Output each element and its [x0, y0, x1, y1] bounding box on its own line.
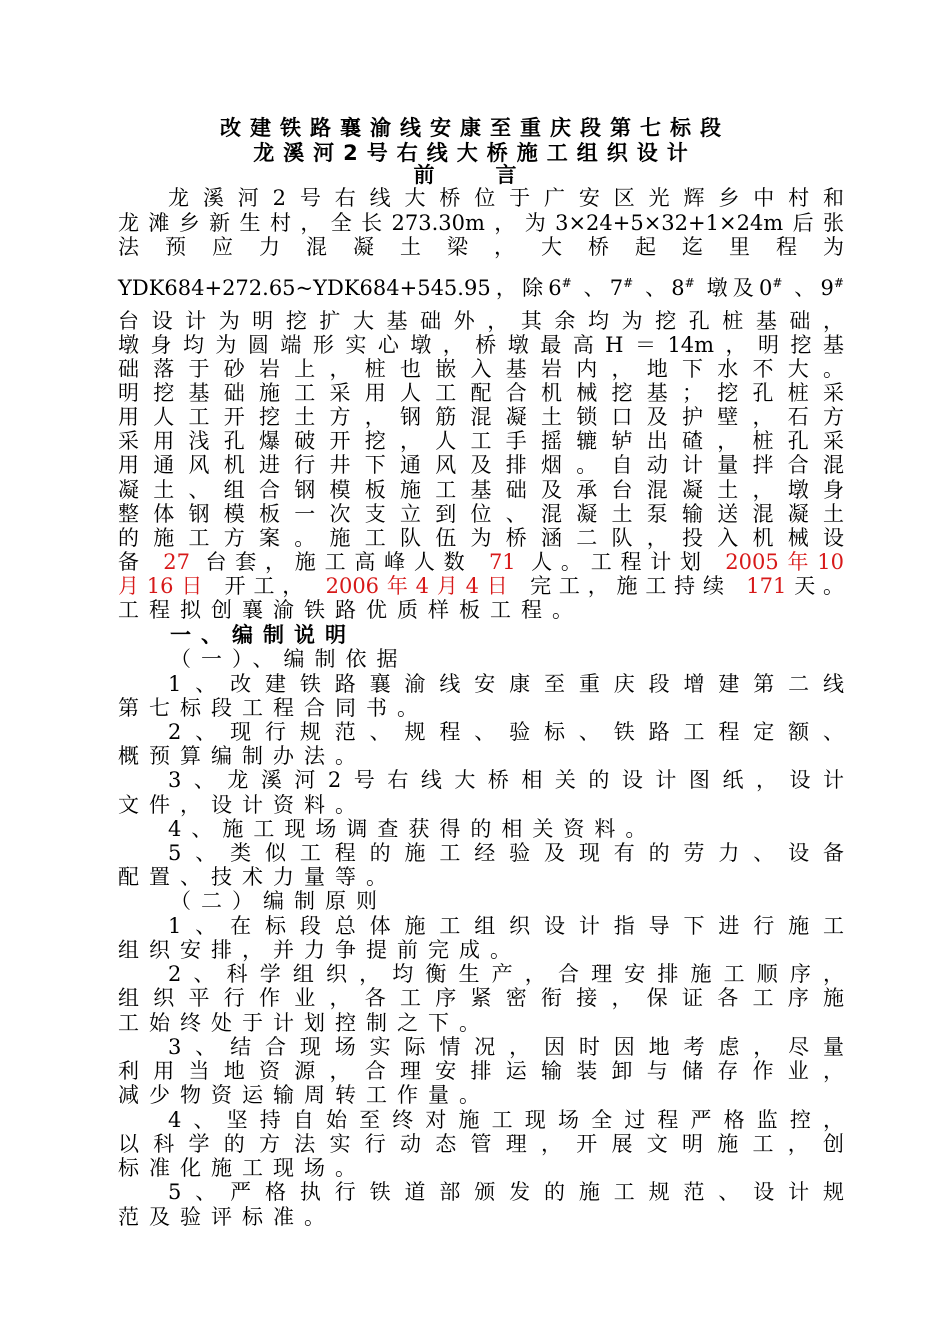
pier-mark: #	[833, 276, 844, 290]
principle-item-3-cont: 利用当地资源，合理安排运输装卸与储存作业，	[118, 1059, 844, 1083]
text-span: 开工，	[224, 574, 312, 598]
pier-mark: #	[561, 276, 572, 290]
text-span: 完工，施工持续	[530, 574, 732, 598]
duration-days: 171	[746, 574, 787, 598]
preface-line-17: 工程拟创襄渝铁路优质样板工程。	[118, 598, 583, 622]
preface-line-7: 础落于砂岩上，桩也嵌入基岩内，地下水不大。	[118, 357, 844, 381]
basis-item-2: 2、现行规范、规程、验标、铁路工程定额、	[168, 720, 844, 744]
mileage-text: YDK684+272.65~YDK684+545.95，除6	[118, 276, 562, 300]
preface-line-4	[118, 271, 844, 300]
principle-item-1-cont: 组织安排，并力争提前完成。	[118, 938, 521, 962]
preface-line-14: 的施工方案。施工队伍为桥涵二队，投入机械设	[118, 526, 844, 550]
preface-line-16	[118, 574, 844, 598]
peak-workers: 71	[488, 550, 516, 574]
preface-line-13: 整体钢模板一次支立到位、混凝土泵输送混凝土	[118, 502, 844, 526]
preface-line-10: 采用浅孔爆破开挖，人工手摇辘轳出碴，桩孔采	[118, 429, 844, 453]
text-span: 备	[118, 550, 148, 574]
section-heading: 一、编制说明	[170, 623, 356, 647]
principle-item-3: 3、结合现场实际情况，因时因地考虑，尽量	[168, 1035, 844, 1059]
text-span: 人。工程计划	[531, 550, 710, 574]
principle-item-3-cont2: 减少物资运输周转工作量。	[118, 1083, 490, 1107]
pier-7-text: 、7	[583, 276, 624, 300]
start-date-rest: 月16日	[118, 574, 211, 598]
pier-mark: #	[684, 276, 695, 290]
document-title: 改建铁路襄渝线安康至重庆段第七标段	[220, 116, 730, 140]
principle-item-5: 5、严格执行铁道部颁发的施工规范、设计规	[168, 1180, 844, 1204]
pier-mark: #	[623, 276, 634, 290]
document-subtitle: 龙溪河2号右线大桥施工组织设计	[253, 141, 697, 165]
principle-item-4-cont: 以科学的方法实行动态管理，开展文明施工，创	[118, 1132, 844, 1156]
basis-item-2-cont: 概预算编制办法。	[118, 744, 366, 768]
basis-item-1: 1、改建铁路襄渝线安康至重庆段增建第二线	[168, 672, 844, 696]
preface-line-1: 龙溪河2号右线大桥位于广安区光辉乡中村和	[168, 186, 844, 210]
preface-line-11: 用通风机进行井下通风及排烟。自动计量拌合混	[118, 453, 844, 477]
preface-line-3: 法预应力混凝土梁，大桥起迄里程为	[118, 235, 844, 259]
basis-item-5: 5、类似工程的施工经验及现有的劳力、设备	[168, 841, 844, 865]
preface-heading: 前 言	[413, 163, 537, 187]
subsection-heading-principles: （二）编制原则	[170, 889, 387, 913]
basis-item-3: 3、龙溪河2号右线大桥相关的设计图纸，设计	[168, 768, 844, 792]
pier-0-text: 墩及0	[706, 276, 773, 300]
preface-line-8: 明挖基础施工采用人工配合机械挖基；挖孔桩采	[118, 381, 844, 405]
basis-item-5-cont: 配置、技术力量等。	[118, 865, 397, 889]
principle-item-2-cont2: 工始终处于计划控制之下。	[118, 1011, 490, 1035]
equipment-count: 27	[163, 550, 190, 574]
basis-item-3-cont: 文件，设计资料。	[118, 793, 366, 817]
pier-8-text: 、8	[645, 276, 685, 300]
principle-item-1: 1、在标段总体施工组织设计指导下进行施工	[168, 914, 844, 938]
preface-line-2: 龙滩乡新生村，全长273.30m，为3×24+5×32+1×24m后张	[118, 211, 844, 235]
principle-item-4-cont2: 标准化施工现场。	[118, 1156, 366, 1180]
preface-line-12: 凝土、组合钢模板施工基础及承台混凝土，墩身	[118, 478, 844, 502]
pier-9-text: 、9	[794, 276, 834, 300]
principle-item-2: 2、科学组织，均衡生产，合理安排施工顺序，	[168, 962, 844, 986]
basis-item-4: 4、施工现场调查获得的相关资料。	[168, 817, 657, 841]
text-span: 天。	[786, 574, 845, 598]
preface-line-9: 用人工开挖土方，钢筋混凝土锁口及护壁，石方	[118, 405, 844, 429]
start-date-part: 2005年10	[725, 550, 845, 574]
preface-line-6: 墩身均为圆端形实心墩，桥墩最高H＝14m，明挖基	[118, 333, 844, 357]
principle-item-2-cont: 组织平行作业，各工序紧密衔接，保证各工序施	[118, 986, 844, 1010]
principle-item-4: 4、坚持自始至终对施工现场全过程严格监控，	[168, 1108, 844, 1132]
principle-item-5-cont: 范及验评标准。	[118, 1205, 335, 1229]
basis-item-1-cont: 第七标段工程合同书。	[118, 696, 428, 720]
preface-line-5: 台设计为明挖扩大基础外，其余均为挖孔桩基础，	[118, 309, 844, 333]
subsection-heading-basis: （一）、编制依据	[170, 647, 408, 671]
text-span: 台套，施工高峰人数	[205, 550, 474, 574]
pier-mark: #	[772, 276, 783, 290]
preface-line-15	[118, 550, 844, 574]
end-date: 2006年4月4日	[325, 574, 516, 598]
